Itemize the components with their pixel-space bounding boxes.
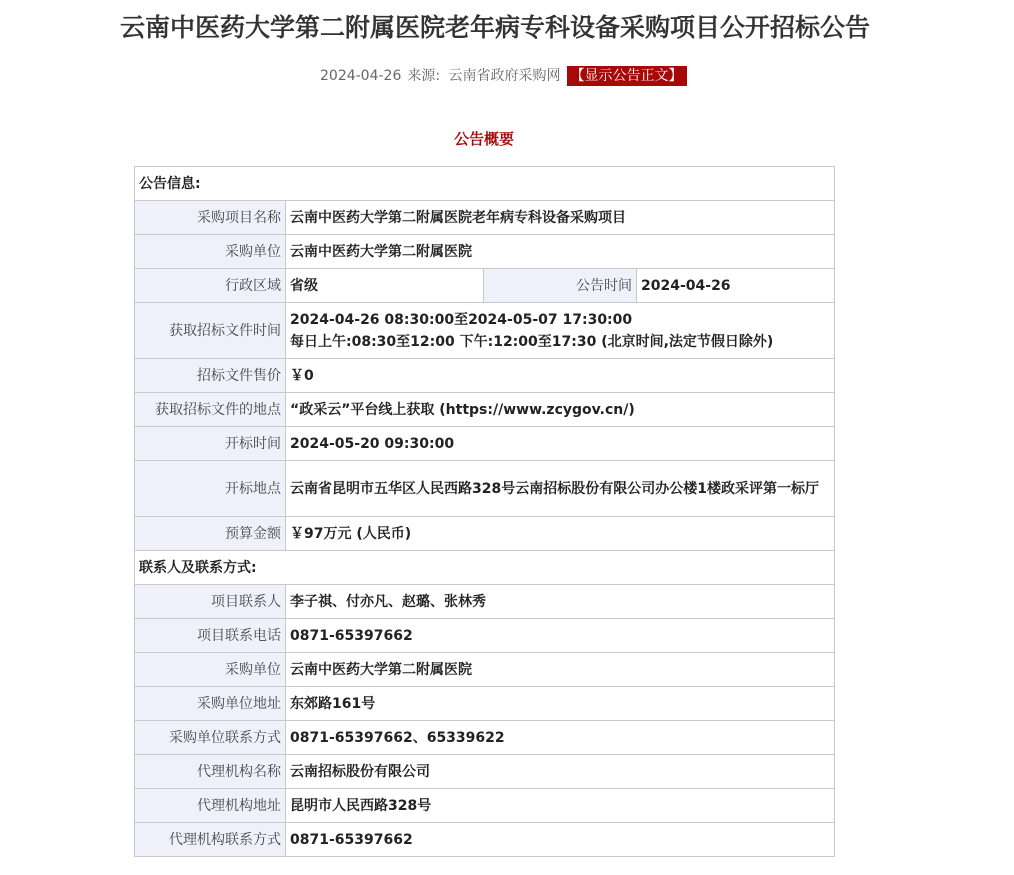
buyer-contact-value: 0871-65397662、65339622	[286, 721, 835, 755]
field-label: 公告时间	[484, 269, 637, 303]
field-label: 招标文件售价	[135, 359, 286, 393]
field-label: 代理机构名称	[135, 755, 286, 789]
table-row	[135, 393, 835, 427]
field-label: 行政区域	[135, 269, 286, 303]
table-row	[135, 517, 835, 551]
table-row	[135, 303, 835, 359]
table-row	[135, 653, 835, 687]
field-label: 开标时间	[135, 427, 286, 461]
doc-time-line1: 2024-04-26 08:30:00至2024-05-07 17:30:00	[290, 311, 633, 328]
field-label: 采购单位	[135, 235, 286, 269]
buyer2-value: 云南中医药大学第二附属医院	[286, 653, 835, 687]
table-row	[135, 359, 835, 393]
open-place-value: 云南省昆明市五华区人民西路328号云南招标股份有限公司办公楼1楼政采评第一标厅	[286, 461, 835, 517]
table-row	[135, 585, 835, 619]
contact-value: 李子祺、付亦凡、赵璐、张林秀	[286, 585, 835, 619]
budget-value: ￥97万元 (人民币)	[286, 517, 835, 551]
buyer-value: 云南中医药大学第二附属医院	[286, 235, 835, 269]
announce-time-value: 2024-04-26	[637, 269, 835, 303]
table-row	[135, 551, 835, 585]
field-label: 开标地点	[135, 461, 286, 517]
page-title: 云南中医药大学第二附属医院老年病专科设备采购项目公开招标公告	[119, 13, 870, 42]
project-name-value: 云南中医药大学第二附属医院老年病专科设备采购项目	[286, 201, 835, 235]
agency-value: 云南招标股份有限公司	[286, 755, 835, 789]
table-row	[135, 201, 835, 235]
show-full-text-button[interactable]: 【显示公告正文】	[567, 66, 687, 86]
table-row	[135, 167, 835, 201]
group-header-announcement-info: 公告信息:	[135, 167, 835, 201]
overview-table	[134, 166, 835, 857]
doc-time-value	[286, 303, 835, 359]
publish-date: 2024-04-26	[320, 68, 402, 84]
table-row	[135, 789, 835, 823]
field-label: 项目联系电话	[135, 619, 286, 653]
group-header-contacts: 联系人及联系方式:	[135, 551, 835, 585]
field-label: 项目联系人	[135, 585, 286, 619]
doc-place-value: “政采云”平台线上获取 (https://www.zcygov.cn/)	[286, 393, 835, 427]
field-label: 预算金额	[135, 517, 286, 551]
field-label: 采购单位地址	[135, 687, 286, 721]
open-time-value: 2024-05-20 09:30:00	[286, 427, 835, 461]
table-row	[135, 235, 835, 269]
source-name: 云南省政府采购网	[448, 68, 561, 84]
contact-phone-value: 0871-65397662	[286, 619, 835, 653]
agency-contact-value: 0871-65397662	[286, 823, 835, 857]
table-row	[135, 427, 835, 461]
table-row	[135, 823, 835, 857]
doc-time-line2: 每日上午:08:30至12:00 下午:12:00至17:30 (北京时间,法定节假日除外)	[290, 333, 774, 350]
source-label: 来源:	[407, 68, 441, 84]
field-label: 获取招标文件的地点	[135, 393, 286, 427]
table-row	[135, 619, 835, 653]
table-row	[135, 269, 835, 303]
buyer-address-value: 东郊路161号	[286, 687, 835, 721]
field-label: 采购项目名称	[135, 201, 286, 235]
overview-heading: 公告概要	[453, 130, 514, 148]
table-row	[135, 461, 835, 517]
table-row	[135, 721, 835, 755]
table-row	[135, 755, 835, 789]
field-label: 代理机构地址	[135, 789, 286, 823]
table-row	[135, 687, 835, 721]
doc-price-value: ￥0	[286, 359, 835, 393]
field-label: 获取招标文件时间	[135, 303, 286, 359]
announcement-meta	[320, 65, 693, 86]
field-label: 代理机构联系方式	[135, 823, 286, 857]
field-label: 采购单位	[135, 653, 286, 687]
agency-address-value: 昆明市人民西路328号	[286, 789, 835, 823]
region-value: 省级	[286, 269, 484, 303]
field-label: 采购单位联系方式	[135, 721, 286, 755]
